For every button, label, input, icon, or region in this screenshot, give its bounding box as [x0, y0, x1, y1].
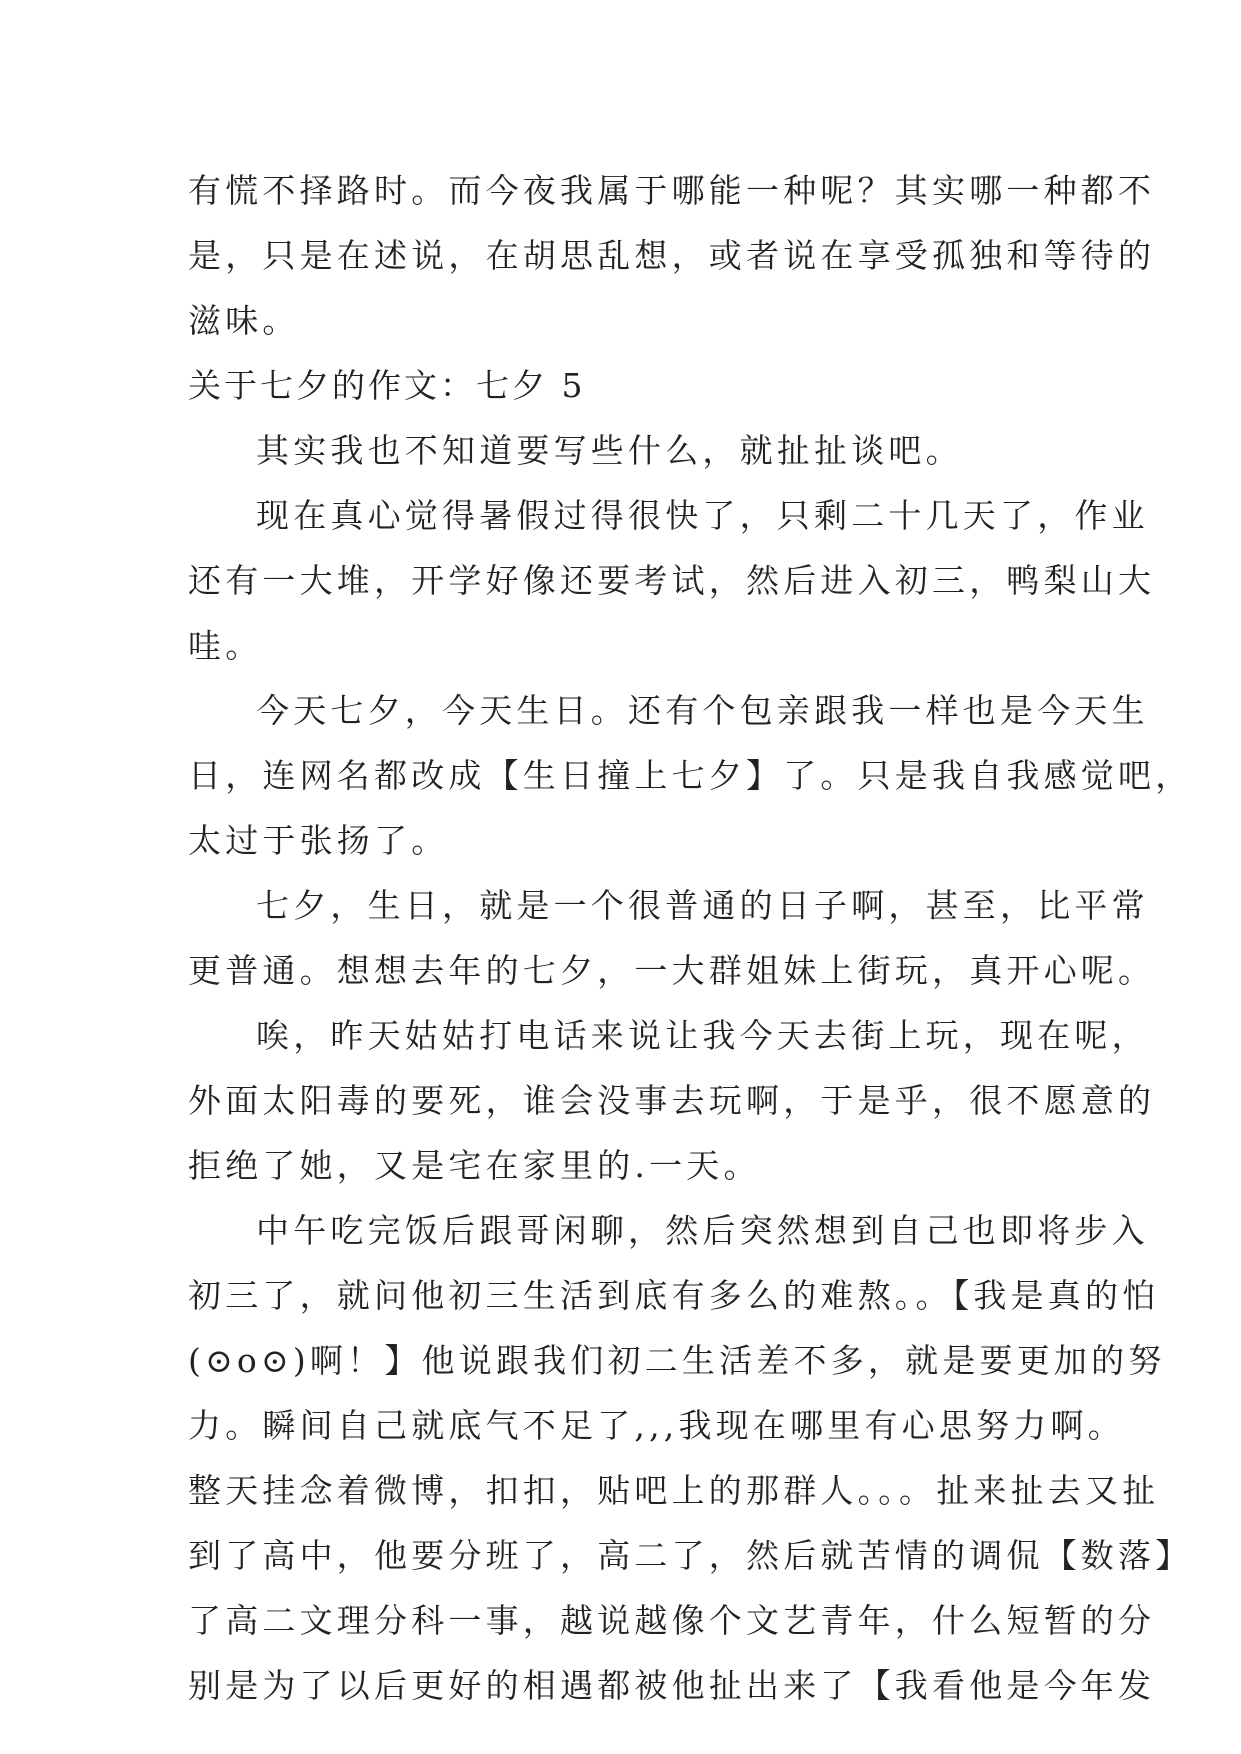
essay-body: [188, 158, 1193, 1718]
paragraph-start-line: 中午吃完饭后跟哥闲聊，然后突然想到自己也即将步入: [256, 1211, 1149, 1250]
paragraph-start-line: 其实我也不知道要写些什么，就扯扯谈吧。: [256, 431, 963, 470]
text-line: 有慌不择路时。而今夜我属于哪能一种呢？其实哪一种都不: [188, 171, 1156, 210]
text-line: 哇。: [188, 626, 263, 665]
text-line: 滋味。: [188, 301, 300, 340]
text-line: (⊙o⊙)啊！】他说跟我们初二生活差不多，就是要更加的努: [188, 1341, 1166, 1380]
text-line: 更普通。想想去年的七夕，一大群姐妹上街玩，真开心呢。: [188, 951, 1156, 990]
paragraph-start-line: 今天七夕，今天生日。还有个包亲跟我一样也是今天生: [256, 691, 1149, 730]
text-line: 了高二文理分科一事，越说越像个文艺青年，什么短暂的分: [188, 1601, 1156, 1640]
paragraph-start-line: 七夕，生日，就是一个很普通的日子啊，甚至，比平常: [256, 886, 1149, 925]
text-line: 拒绝了她，又是宅在家里的.一天。: [188, 1146, 761, 1185]
paragraph-start-line: 现在真心觉得暑假过得很快了，只剩二十几天了，作业: [256, 496, 1149, 535]
text-line: 太过于张扬了。: [188, 821, 449, 860]
text-line: 力。瞬间自己就底气不足了,,,我现在哪里有心思努力啊。: [188, 1406, 1125, 1445]
paragraph-start-line: 唉，昨天姑姑打电话来说让我今天去街上玩，现在呢，: [256, 1016, 1149, 1055]
text-line: 整天挂念着微博，扣扣，贴吧上的那群人。。。扯来扯去又扯: [188, 1471, 1160, 1510]
section-heading: 关于七夕的作文：七夕 5: [188, 366, 586, 405]
text-line: 还有一大堆，开学好像还要考试，然后进入初三，鸭梨山大: [188, 561, 1156, 600]
text-line: 别是为了以后更好的相遇都被他扯出来了【我看他是今年发: [188, 1666, 1156, 1705]
text-line: 是，只是在述说，在胡思乱想，或者说在享受孤独和等待的: [188, 236, 1156, 275]
text-line: 外面太阳毒的要死，谁会没事去玩啊，于是乎，很不愿意的: [188, 1081, 1156, 1120]
text-line: 日，连网名都改成【生日撞上七夕】了。只是我自我感觉吧，: [188, 756, 1193, 795]
text-line: 到了高中，他要分班了，高二了，然后就苦情的调侃【数落】: [188, 1536, 1193, 1575]
text-line: 初三了，就问他初三生活到底有多么的难熬。。【我是真的怕: [188, 1276, 1160, 1315]
